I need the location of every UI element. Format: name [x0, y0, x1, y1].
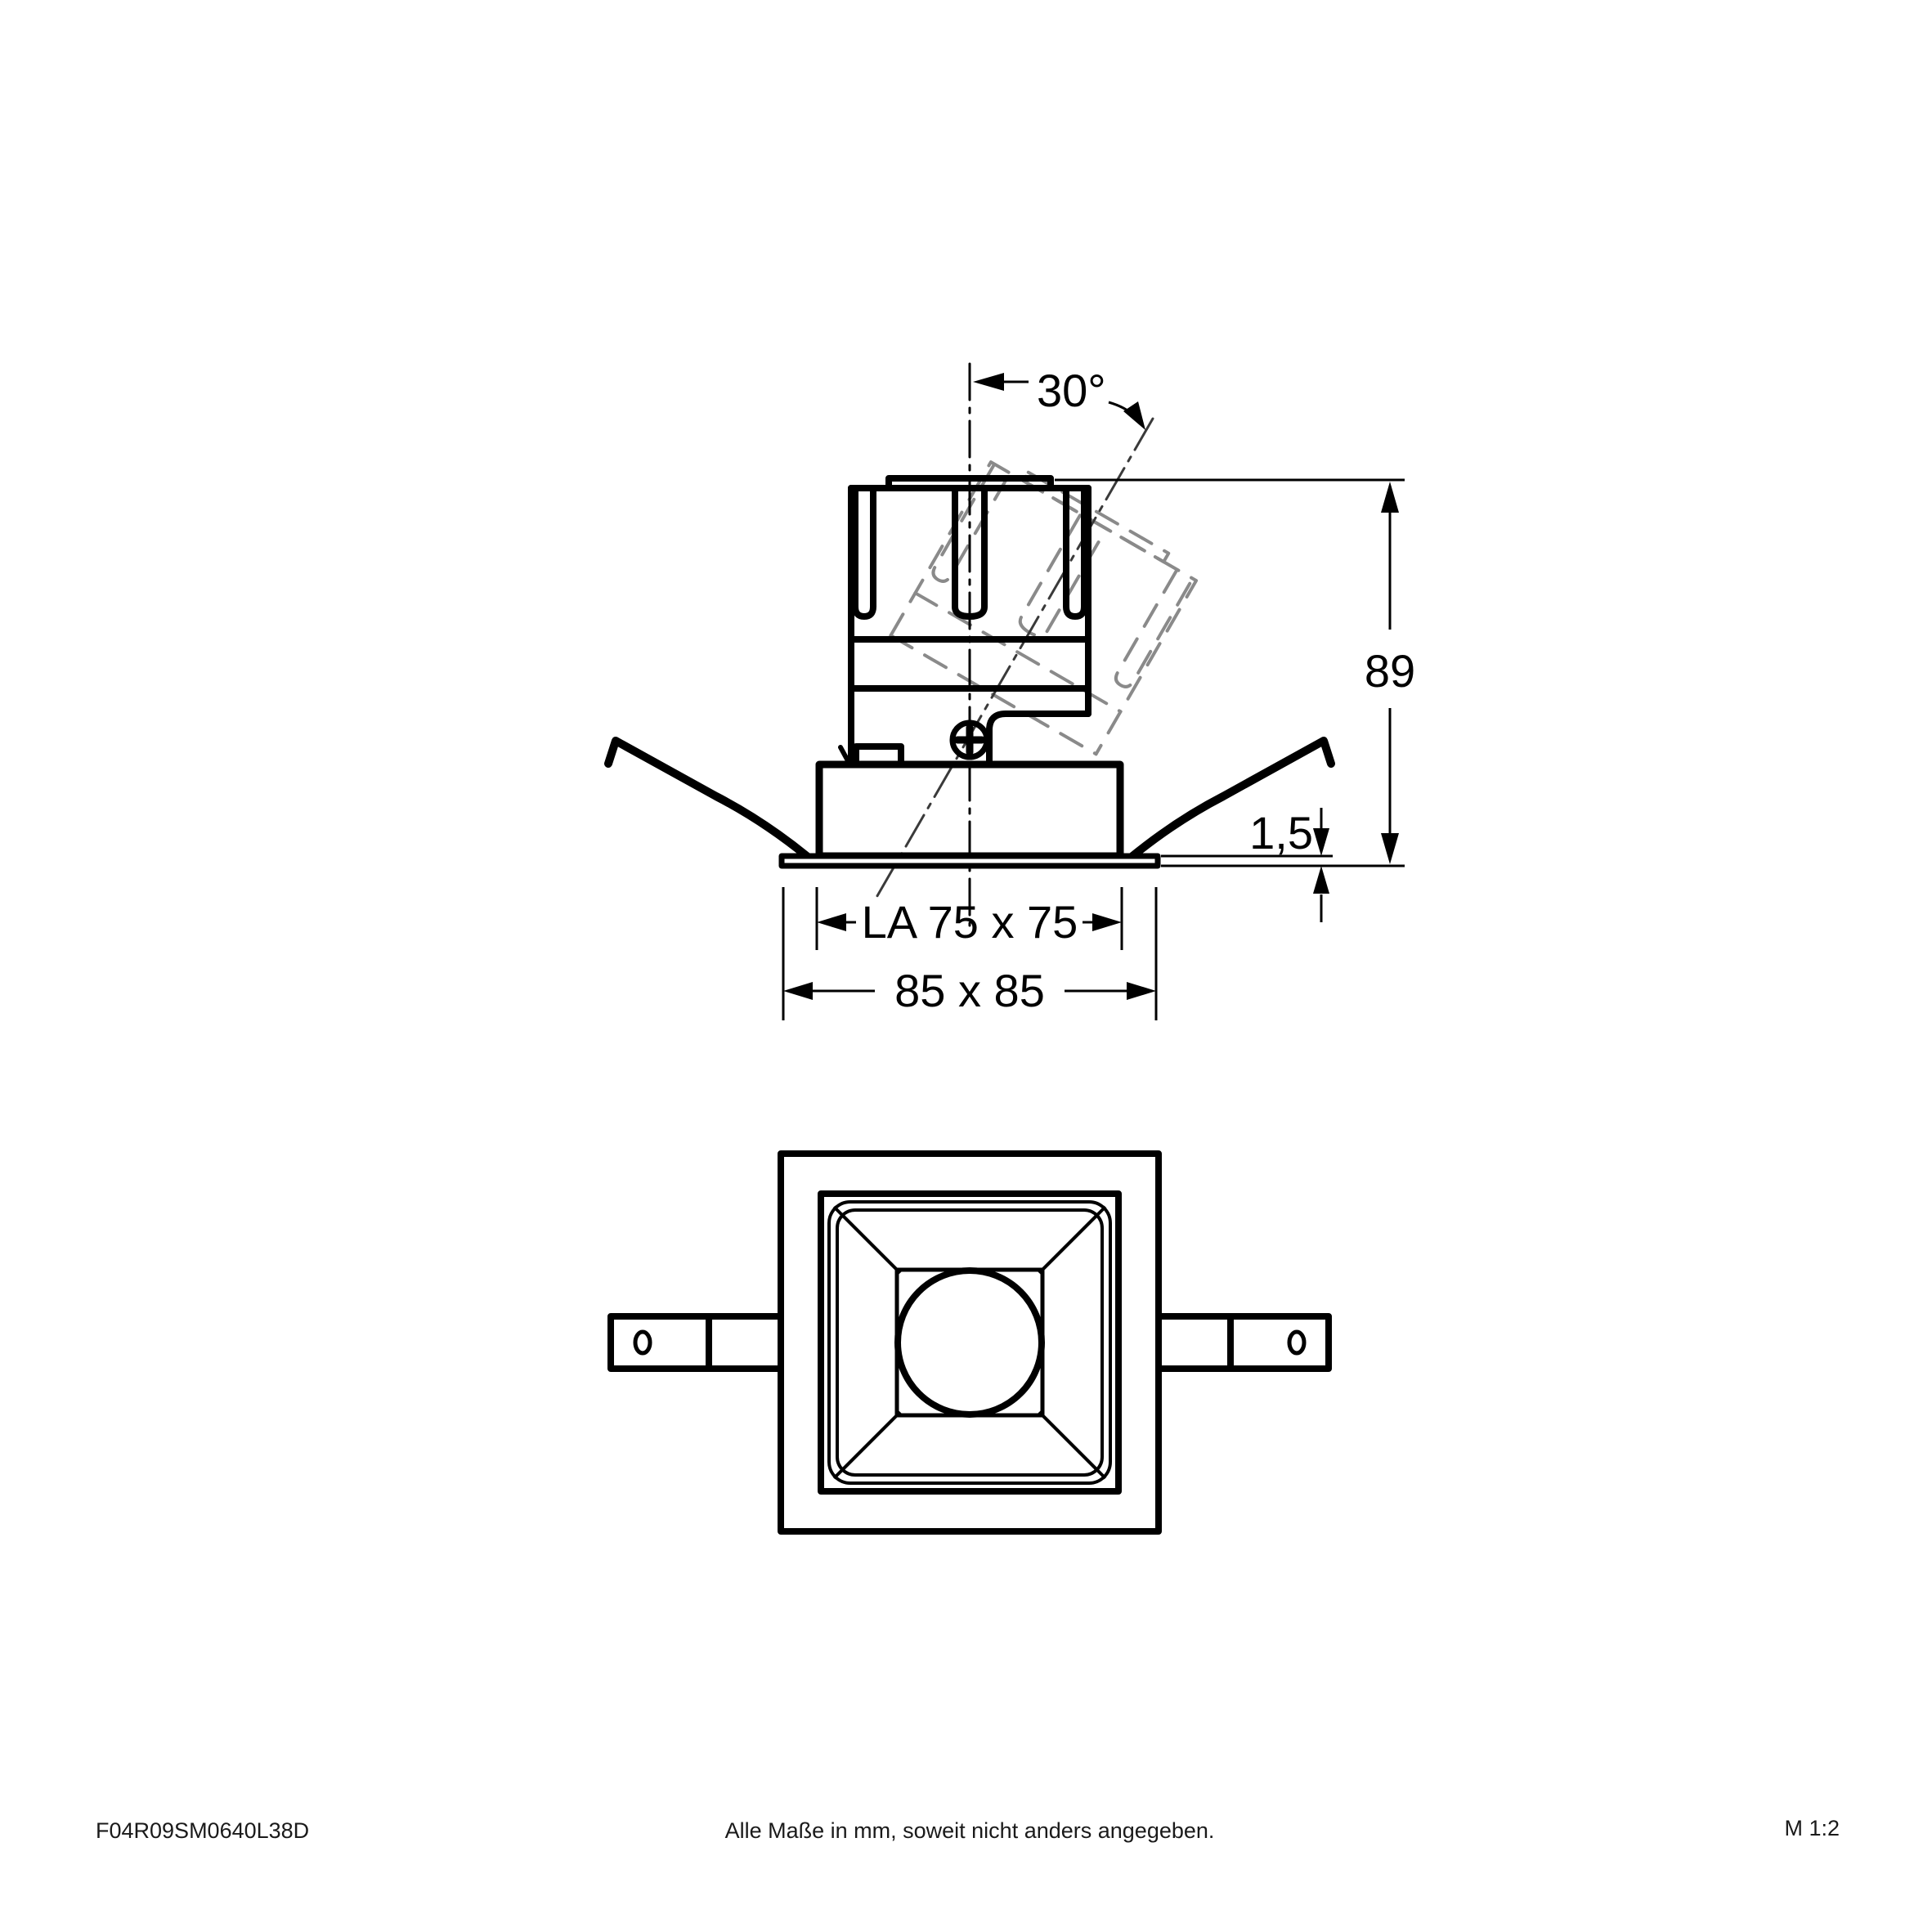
adjustment-screw-icon	[953, 723, 987, 757]
housing-latch	[856, 746, 901, 764]
spring-clip-left	[608, 741, 808, 857]
arrowhead-left-icon	[817, 913, 846, 931]
mounting-tab-right	[1159, 1316, 1329, 1369]
dim-cutout-size	[817, 887, 1122, 950]
bottom-view	[611, 1154, 1329, 1531]
arrowhead-up-icon	[1313, 866, 1329, 894]
mounting-tab-left	[611, 1316, 781, 1369]
fin-slot	[1066, 490, 1084, 616]
flange-thickness-label: 1,5	[1249, 807, 1313, 858]
arrowhead-right-icon	[1127, 982, 1156, 1000]
overall-height-label: 89	[1364, 645, 1416, 697]
side-view	[608, 364, 1331, 926]
dimension-note: Alle Maße in mm, soweit nicht anders angegeben.	[724, 1818, 1215, 1843]
tilt-ghost-outline	[890, 454, 1201, 755]
arrowhead-right-icon	[1092, 913, 1122, 931]
tab-screw-hole-icon	[1289, 1332, 1304, 1353]
arrowhead-down-icon	[1313, 828, 1329, 856]
footer	[96, 1816, 1840, 1843]
arrowhead-left-icon	[783, 982, 813, 1000]
arrowhead-down-icon	[1381, 833, 1399, 864]
fin-slot	[855, 490, 873, 616]
arrowhead-tilt-icon	[1123, 401, 1145, 430]
flange-size-label: 85 x 85	[894, 965, 1045, 1016]
arrowhead-up-icon	[1381, 482, 1399, 513]
scale-label: M 1:2	[1784, 1816, 1840, 1840]
dim-tilt-angle	[973, 365, 1145, 430]
article-code: F04R09SM0640L38D	[96, 1818, 310, 1843]
ghost-fin-slot	[1113, 571, 1192, 689]
tilt-angle-label: 30°	[1037, 365, 1106, 416]
dim-overall-height	[1055, 480, 1415, 866]
cutout-size-label: LA 75 x 75	[861, 896, 1078, 948]
tab-screw-hole-icon	[635, 1332, 650, 1353]
mounting-flange	[782, 856, 1158, 866]
arrowhead-left-icon	[973, 373, 1004, 391]
